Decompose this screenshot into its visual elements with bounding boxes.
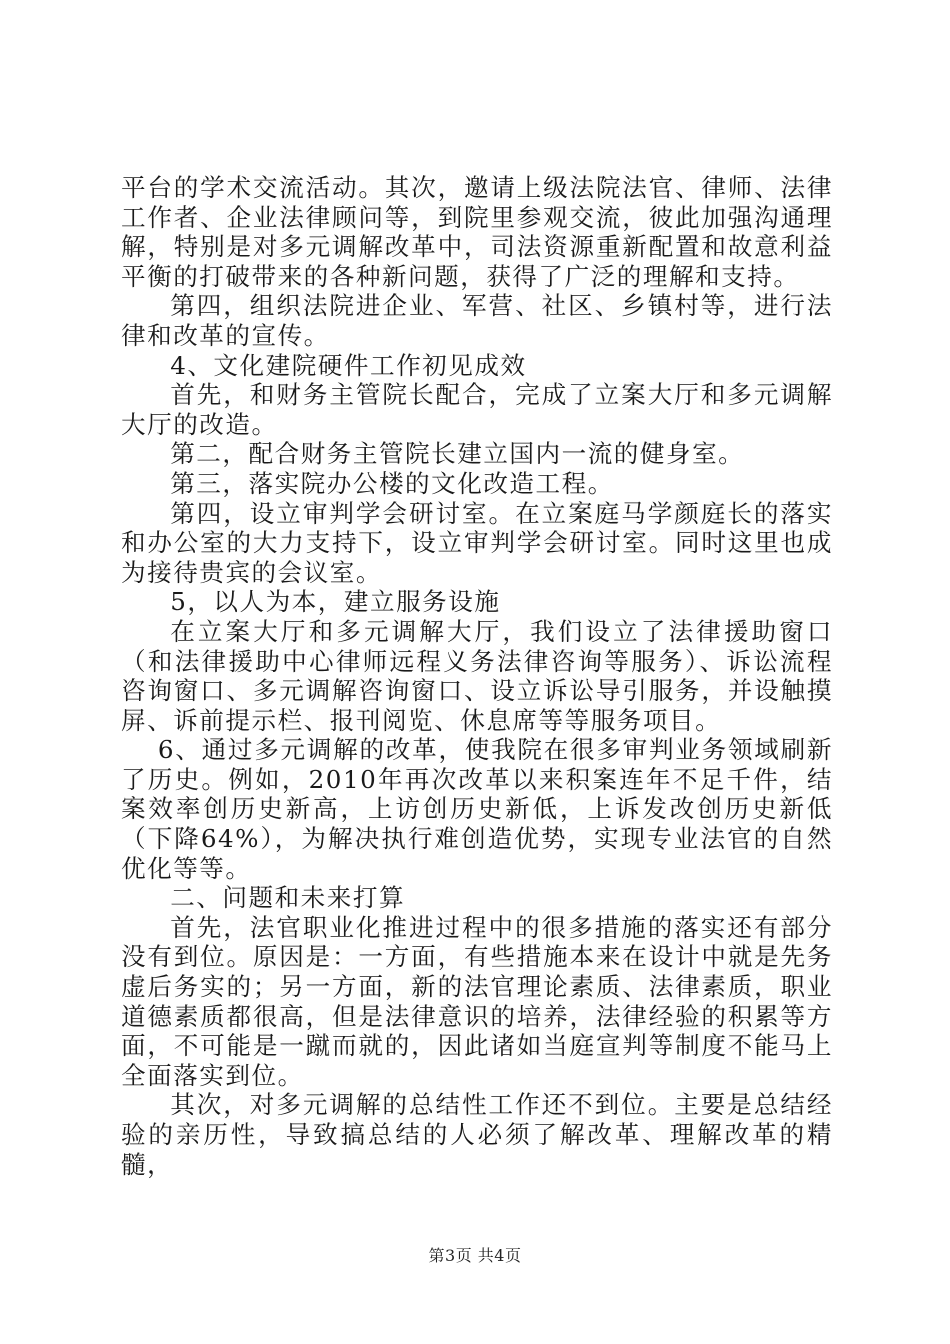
- document-body: [121, 173, 833, 1179]
- section-heading-problems: 二、问题和未来打算: [170, 883, 406, 913]
- paragraph-law-publicity: 第四，组织法院进企业、军营、社区、乡镇村等，进行法律和改革的宣传。: [121, 291, 833, 350]
- page-footer: 第3页 共4页: [428, 1246, 522, 1265]
- paragraph-service-windows: 在立案大厅和多元调解大厅，我们设立了法律援助窗口（和法律援助中心律师远程义务法律咨询等服务）、诉讼流程咨询窗口、多元调解咨询窗口、设立诉讼导引服务，并设触摸屏、诉前提示栏、报刊阅览、休息席等等服务项目。: [121, 616, 833, 735]
- paragraph-seminar-room: 第四，设立审判学会研讨室。在立案庭马学颜庭长的落实和办公室的大力支持下，设立审判学会研讨室。同时这里也成为接待贵宾的会议室。: [121, 498, 833, 587]
- paragraph-office-culture: 第三，落实院办公楼的文化改造工程。: [170, 468, 614, 498]
- paragraph-problems-second: 其次，对多元调解的总结性工作还不到位。主要是总结经验的亲历性，导致搞总结的人必须了解改革、理解改革的精髓，: [121, 1090, 833, 1179]
- paragraph-reform-results: 6、通过多元调解的改革，使我院在很多审判业务领域刷新了历史。例如，2010年再次改革以来积案连年不足千件，结案效率创历史新高，上访创历史新低，上诉发改创历史新低（下降64%），为解决执行难创造优势，实现专业法官的自然优化等等。: [121, 735, 833, 883]
- paragraph-gym: 第二，配合财务主管院长建立国内一流的健身室。: [170, 439, 745, 469]
- section-heading-service: 5，以人为本，建立服务设施: [170, 587, 501, 617]
- paragraph-hall-renovation: 首先，和财务主管院长配合，完成了立案大厅和多元调解大厅的改造。: [121, 380, 833, 439]
- section-heading-culture: 4、文化建院硬件工作初见成效: [170, 350, 527, 380]
- paragraph-problems-first: 首先，法官职业化推进过程中的很多措施的落实还有部分没有到位。原因是：一方面，有些措施本来在设计中就是先务虚后务实的；另一方面，新的法官理论素质、法律素质，职业道德素质都很高，但是法律意识的培养，法律经验的积累等方面，不可能是一蹴而就的，因此诸如当庭宣判等制度不能马上全面落实到位。: [121, 912, 833, 1090]
- paragraph-continuation: 平台的学术交流活动。其次，邀请上级法院法官、律师、法律工作者、企业法律顾问等，到院里参观交流，彼此加强沟通理解，特别是对多元调解改革中，司法资源重新配置和故意利益平衡的打破带来的各种新问题，获得了广泛的理解和支持。: [121, 173, 833, 291]
